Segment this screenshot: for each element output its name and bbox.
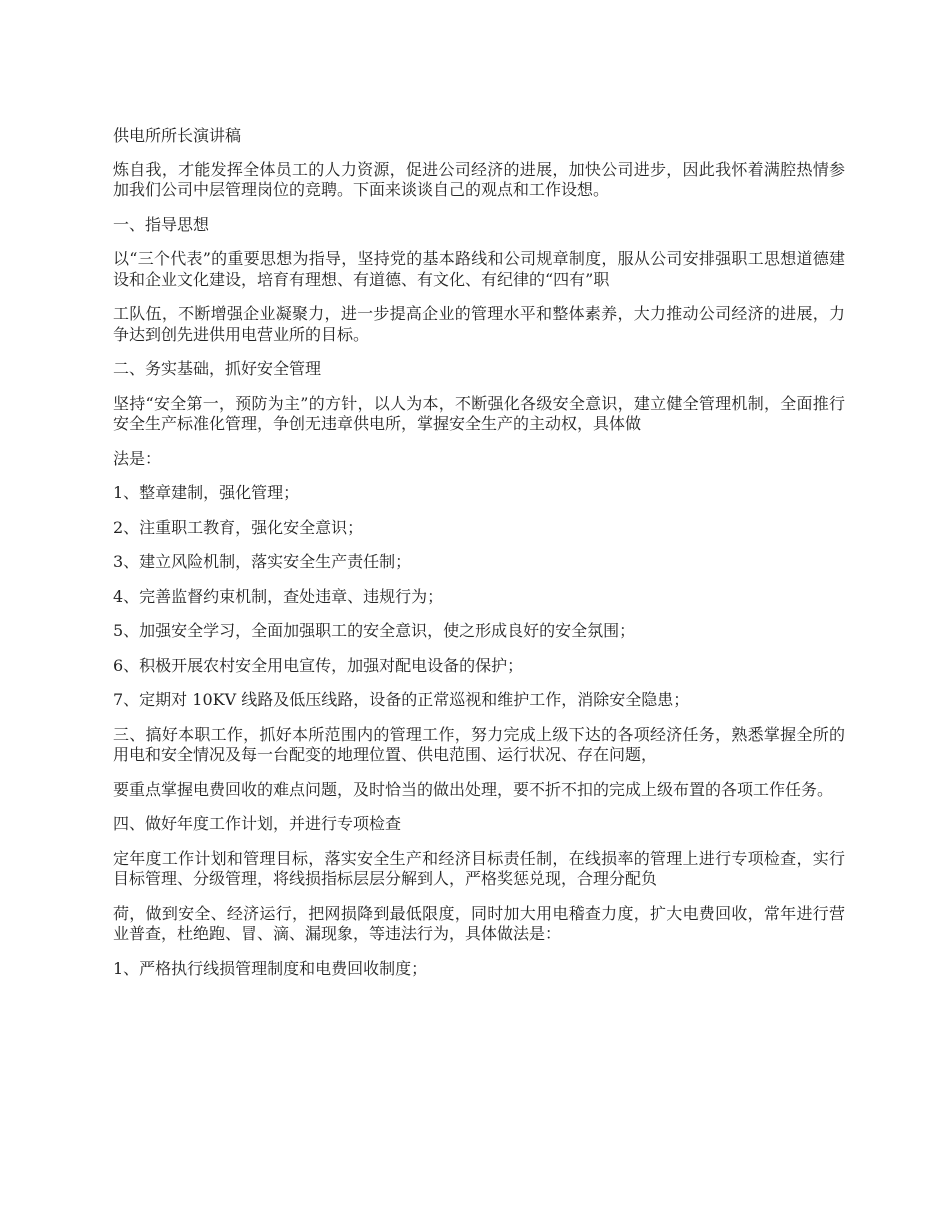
- list-item-plan-1: 1、严格执行线损管理制度和电费回收制度；: [113, 958, 428, 978]
- paragraph-annual-plan-2: 荷，做到安全、经济运行，把网损降到最低限度，同时加大用电稽查力度，扩大电费回收，常年进行营业普查，杜绝跑、冒、滴、漏现象，等违法行为，具体做法是：: [113, 903, 845, 943]
- document-title: 供电所所长演讲稿: [113, 126, 242, 145]
- list-item-safety-3: 3、建立风险机制，落实安全生产责任制；: [113, 552, 412, 571]
- list-item-safety-5: 5、加强安全学习，全面加强职工的安全意识，使之形成良好的安全氛围；: [113, 621, 636, 640]
- list-item-safety-2: 2、注重职工教育，强化安全意识；: [113, 517, 364, 537]
- list-item-safety-6: 6、积极开展农村安全用电宣传，加强对配电设备的保护；: [113, 655, 524, 675]
- paragraph-method-intro: 法是：: [113, 448, 162, 468]
- heading-duties: 三、搞好本职工作，抓好本所范围内的管理工作，努力完成上级下达的各项经济任务，熟悉掌握全所的用电和安全情况及每一台配变的地理位置、供电范围、运行状况、存在问题，: [113, 724, 845, 764]
- list-item-safety-1: 1、整章建制，强化管理；: [113, 483, 300, 502]
- list-item-safety-7: 7、定期对 10KV 线路及低压线路，设备的正常巡视和维护工作，消除安全隐患；: [113, 690, 690, 709]
- document-page: [113, 126, 845, 993]
- heading-safety-management: 二、务实基础，抓好安全管理: [113, 359, 322, 378]
- list-item-safety-4: 4、完善监督约束机制，查处违章、违规行为；: [113, 586, 444, 606]
- paragraph-annual-plan-1: 定年度工作计划和管理目标，落实安全生产和经济目标责任制，在线损率的管理上进行专项检查，实行目标管理、分级管理，将线损指标层层分解到人，严格奖惩兑现，合理分配负: [113, 848, 845, 888]
- heading-annual-plan: 四、做好年度工作计划，并进行专项检查: [113, 814, 402, 833]
- paragraph-duties: 要重点掌握电费回收的难点问题，及时恰当的做出处理，要不折不扣的完成上级布置的各项工作任务。: [113, 779, 834, 799]
- paragraph-guiding-thought-2: 工队伍，不断增强企业凝聚力，进一步提高企业的管理水平和整体素养，大力推动公司经济的进展，力争达到创先进供用电营业所的目标。: [113, 304, 845, 344]
- paragraph-safety-policy: 坚持“安全第一，预防为主”的方针，以人为本，不断强化各级安全意识，建立健全管理机制，全面推行安全生产标准化管理，争创无违章供电所，掌握安全生产的主动权，具体做: [113, 393, 845, 433]
- paragraph-guiding-thought-1: 以“三个代表”的重要思想为指导，坚持党的基本路线和公司规章制度，服从公司安排强职工思想道德建设和企业文化建设，培育有理想、有道德、有文化、有纪律的“四有”职: [113, 249, 845, 289]
- paragraph-intro: 炼自我，才能发挥全体员工的人力资源，促进公司经济的进展，加快公司进步，因此我怀着满腔热情参加我们公司中层管理岗位的竞聘。下面来谈谈自己的观点和工作设想。: [113, 159, 845, 199]
- heading-guiding-thought: 一、指导思想: [113, 214, 210, 234]
